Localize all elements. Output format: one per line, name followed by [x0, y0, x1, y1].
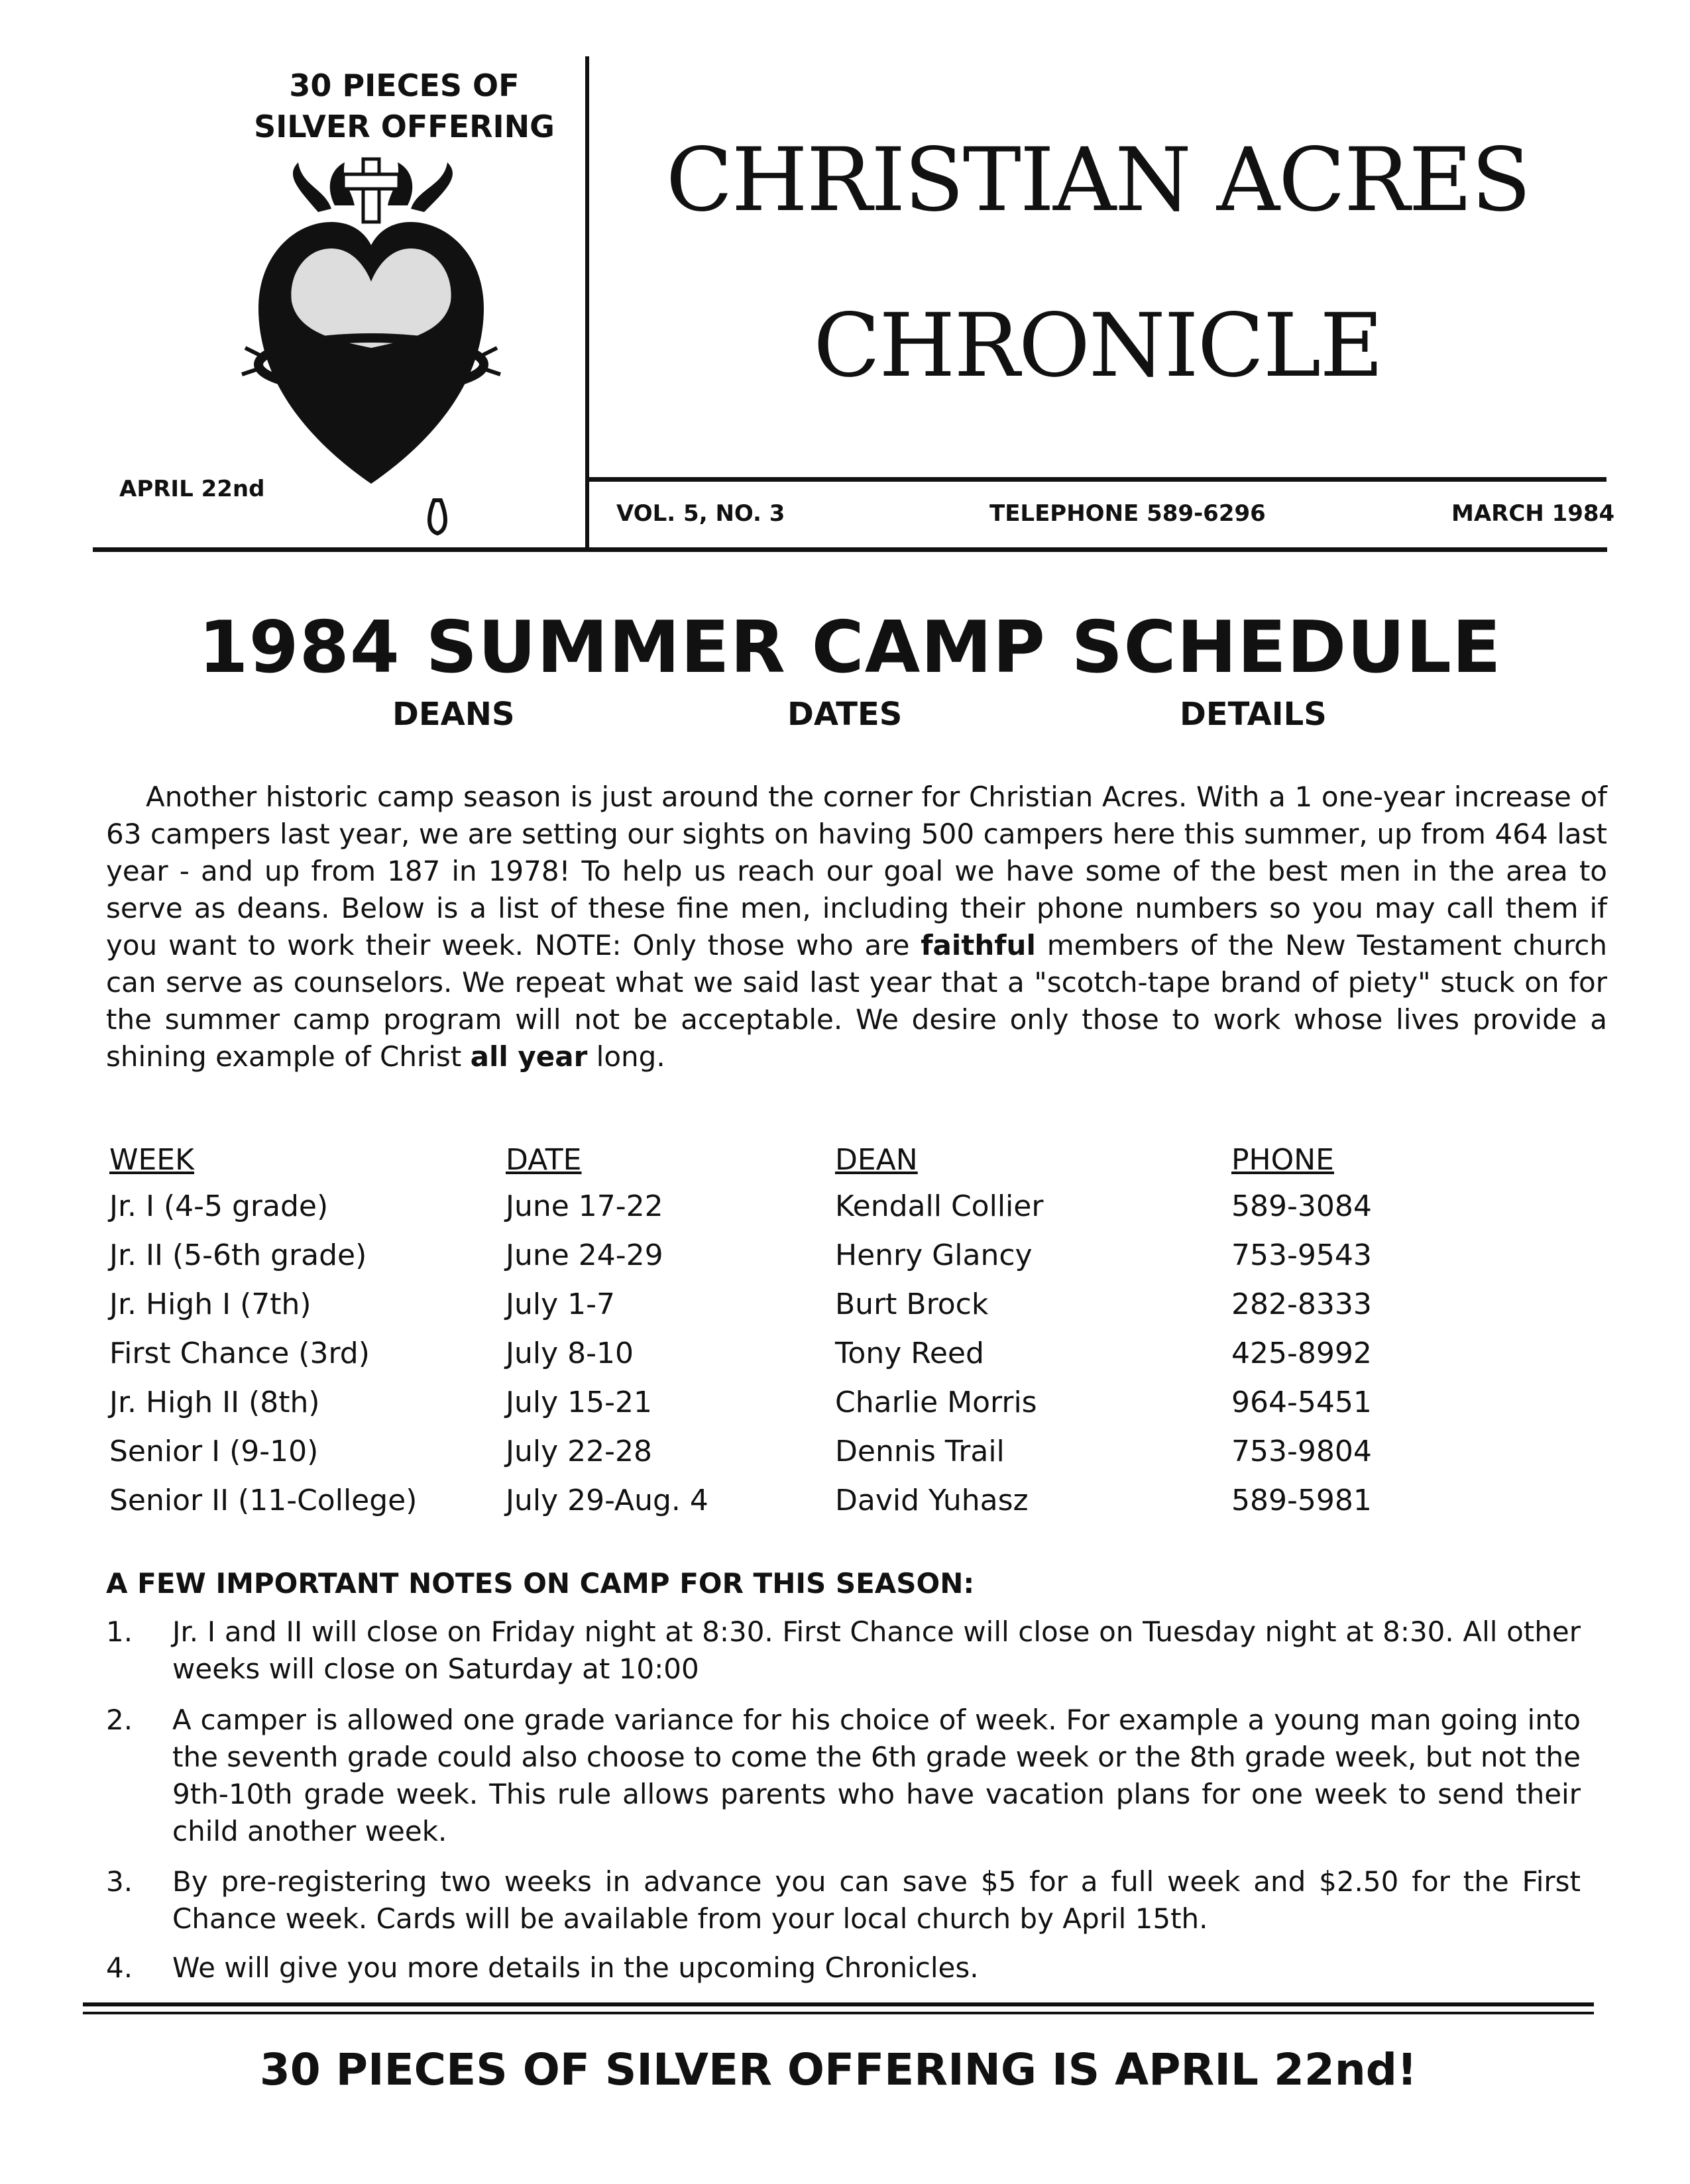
intro-bold-faithful: faithful — [921, 929, 1036, 961]
issue-date: MARCH 1984 — [1451, 500, 1615, 527]
cell-week: Jr. High I (7th) — [109, 1287, 311, 1321]
cell-dean: Burt Brock — [835, 1287, 989, 1321]
intro-text-2: members of the New Testament church can serve as counselors. We repeat what we said last year that a "scotch-tape brand of piety" stuck on for the summer camp program will not be acceptable. We desire only those to work whose lives provide a shining example of Christ — [106, 929, 1608, 1073]
cell-date: July 22-28 — [506, 1435, 652, 1468]
telephone: TELEPHONE 589-6296 — [989, 500, 1266, 527]
cell-date: July 8-10 — [506, 1337, 634, 1370]
cell-date: July 29-Aug. 4 — [506, 1484, 708, 1517]
cell-dean: David Yuhasz — [835, 1484, 1029, 1517]
header-bottom-rule — [93, 547, 1607, 552]
masthead-title-line2: CHRONICLE — [813, 295, 1382, 397]
cell-dean: Dennis Trail — [835, 1435, 1005, 1468]
intro-paragraph — [106, 779, 1607, 1075]
cell-phone: 589-3084 — [1231, 1189, 1372, 1223]
subheading-details: DETAILS — [1180, 696, 1327, 733]
subheading-dates: DATES — [787, 696, 903, 733]
cell-week: Senior II (11-College) — [109, 1484, 418, 1517]
cell-week: Jr. I (4-5 grade) — [109, 1189, 329, 1223]
list-item — [106, 1949, 1581, 1987]
col-header-week: WEEK — [109, 1143, 194, 1177]
footer-banner: 30 PIECES OF SILVER OFFERING IS APRIL 22nd! — [259, 2044, 1418, 2095]
cell-phone: 753-9804 — [1231, 1435, 1372, 1468]
cell-dean: Tony Reed — [835, 1337, 984, 1370]
volume-number: VOL. 5, NO. 3 — [616, 500, 785, 527]
list-item — [106, 1702, 1581, 1850]
cell-date: June 24-29 — [506, 1238, 663, 1272]
cell-week: Jr. II (5-6th grade) — [109, 1238, 367, 1272]
footer-rule — [83, 2002, 1594, 2006]
note-text: A camper is allowed one grade variance for his choice of week. For example a young man going into the seventh grade could also choose to come the 6th grade week or the 8th grade week, but not the 9th-10th grade week. This rule allows parents who have vacation plans for one week to send their child another week. — [172, 1704, 1581, 1847]
cell-date: July 1-7 — [506, 1287, 615, 1321]
page-title: 1984 SUMMER CAMP SCHEDULE — [198, 606, 1502, 689]
cell-date: June 17-22 — [506, 1189, 663, 1223]
list-item — [106, 1863, 1581, 1938]
cell-phone: 589-5981 — [1231, 1484, 1372, 1517]
note-text: By pre-registering two weeks in advance you can save $5 for a full week and $2.50 for the First Chance week. Cards will be available from your local church by April 15th. — [172, 1865, 1581, 1935]
table-row — [0, 1435, 1690, 1484]
intro-bold-all-year: all year — [470, 1040, 588, 1073]
cell-date: July 15-21 — [506, 1386, 652, 1419]
cell-dean: Charlie Morris — [835, 1386, 1037, 1419]
table-row — [0, 1386, 1690, 1435]
offering-title-line1: 30 PIECES OF — [289, 68, 520, 103]
list-item — [106, 1613, 1581, 1688]
cell-phone: 964-5451 — [1231, 1386, 1372, 1419]
offering-title-line2: SILVER OFFERING — [254, 109, 555, 144]
offering-title — [239, 65, 570, 147]
cell-phone: 753-9543 — [1231, 1238, 1372, 1272]
note-number: 1. — [106, 1615, 133, 1648]
cell-dean: Henry Glancy — [835, 1238, 1033, 1272]
note-text: Jr. I and II will close on Friday night at 8:30. First Chance will close on Tuesday night at 8:30. All other weeks will close on Saturday at 10:00 — [172, 1615, 1581, 1685]
cell-week: Senior I (9-10) — [109, 1435, 319, 1468]
cell-phone: 425-8992 — [1231, 1337, 1372, 1370]
offering-date: APRIL 22nd — [119, 476, 265, 502]
note-number: 2. — [106, 1704, 133, 1736]
cell-week: First Chance (3rd) — [109, 1337, 370, 1370]
cell-week: Jr. High II (8th) — [109, 1386, 320, 1419]
note-number: 4. — [106, 1951, 133, 1984]
subheading-deans: DEANS — [392, 696, 515, 733]
table-row — [0, 1484, 1690, 1533]
notes-heading: A FEW IMPORTANT NOTES ON CAMP FOR THIS SEASON: — [106, 1567, 975, 1600]
col-header-phone: PHONE — [1231, 1143, 1334, 1177]
masthead-title-line1: CHRISTIAN ACRES — [665, 129, 1530, 231]
note-number: 3. — [106, 1865, 133, 1898]
note-text: We will give you more details in the upcoming Chronicles. — [172, 1951, 979, 1984]
intro-text-3: long. — [587, 1040, 665, 1073]
table-row — [0, 1337, 1690, 1386]
masthead-rule — [589, 477, 1606, 482]
table-row — [0, 1238, 1690, 1287]
intro-text-1: Another historic camp season is just around the corner for Christian Acres. With a 1 one-year increase of 63 campers last year, we are setting our sights on having 500 campers here this summer, up from 464 last year - and up from 187 in 1978! To help us reach our goal we have some of the best men in the area to serve as deans. Below is a list of these fine men, including their phone numbers so you may call them if you want to work their week. NOTE: Only those who are — [106, 781, 1607, 961]
col-header-dean: DEAN — [835, 1143, 918, 1177]
table-row — [0, 1287, 1690, 1337]
table-row — [0, 1189, 1690, 1238]
cell-phone: 282-8333 — [1231, 1287, 1372, 1321]
col-header-date: DATE — [506, 1143, 582, 1177]
cell-dean: Kendall Collier — [835, 1189, 1044, 1223]
footer-rule-2 — [83, 2012, 1594, 2014]
